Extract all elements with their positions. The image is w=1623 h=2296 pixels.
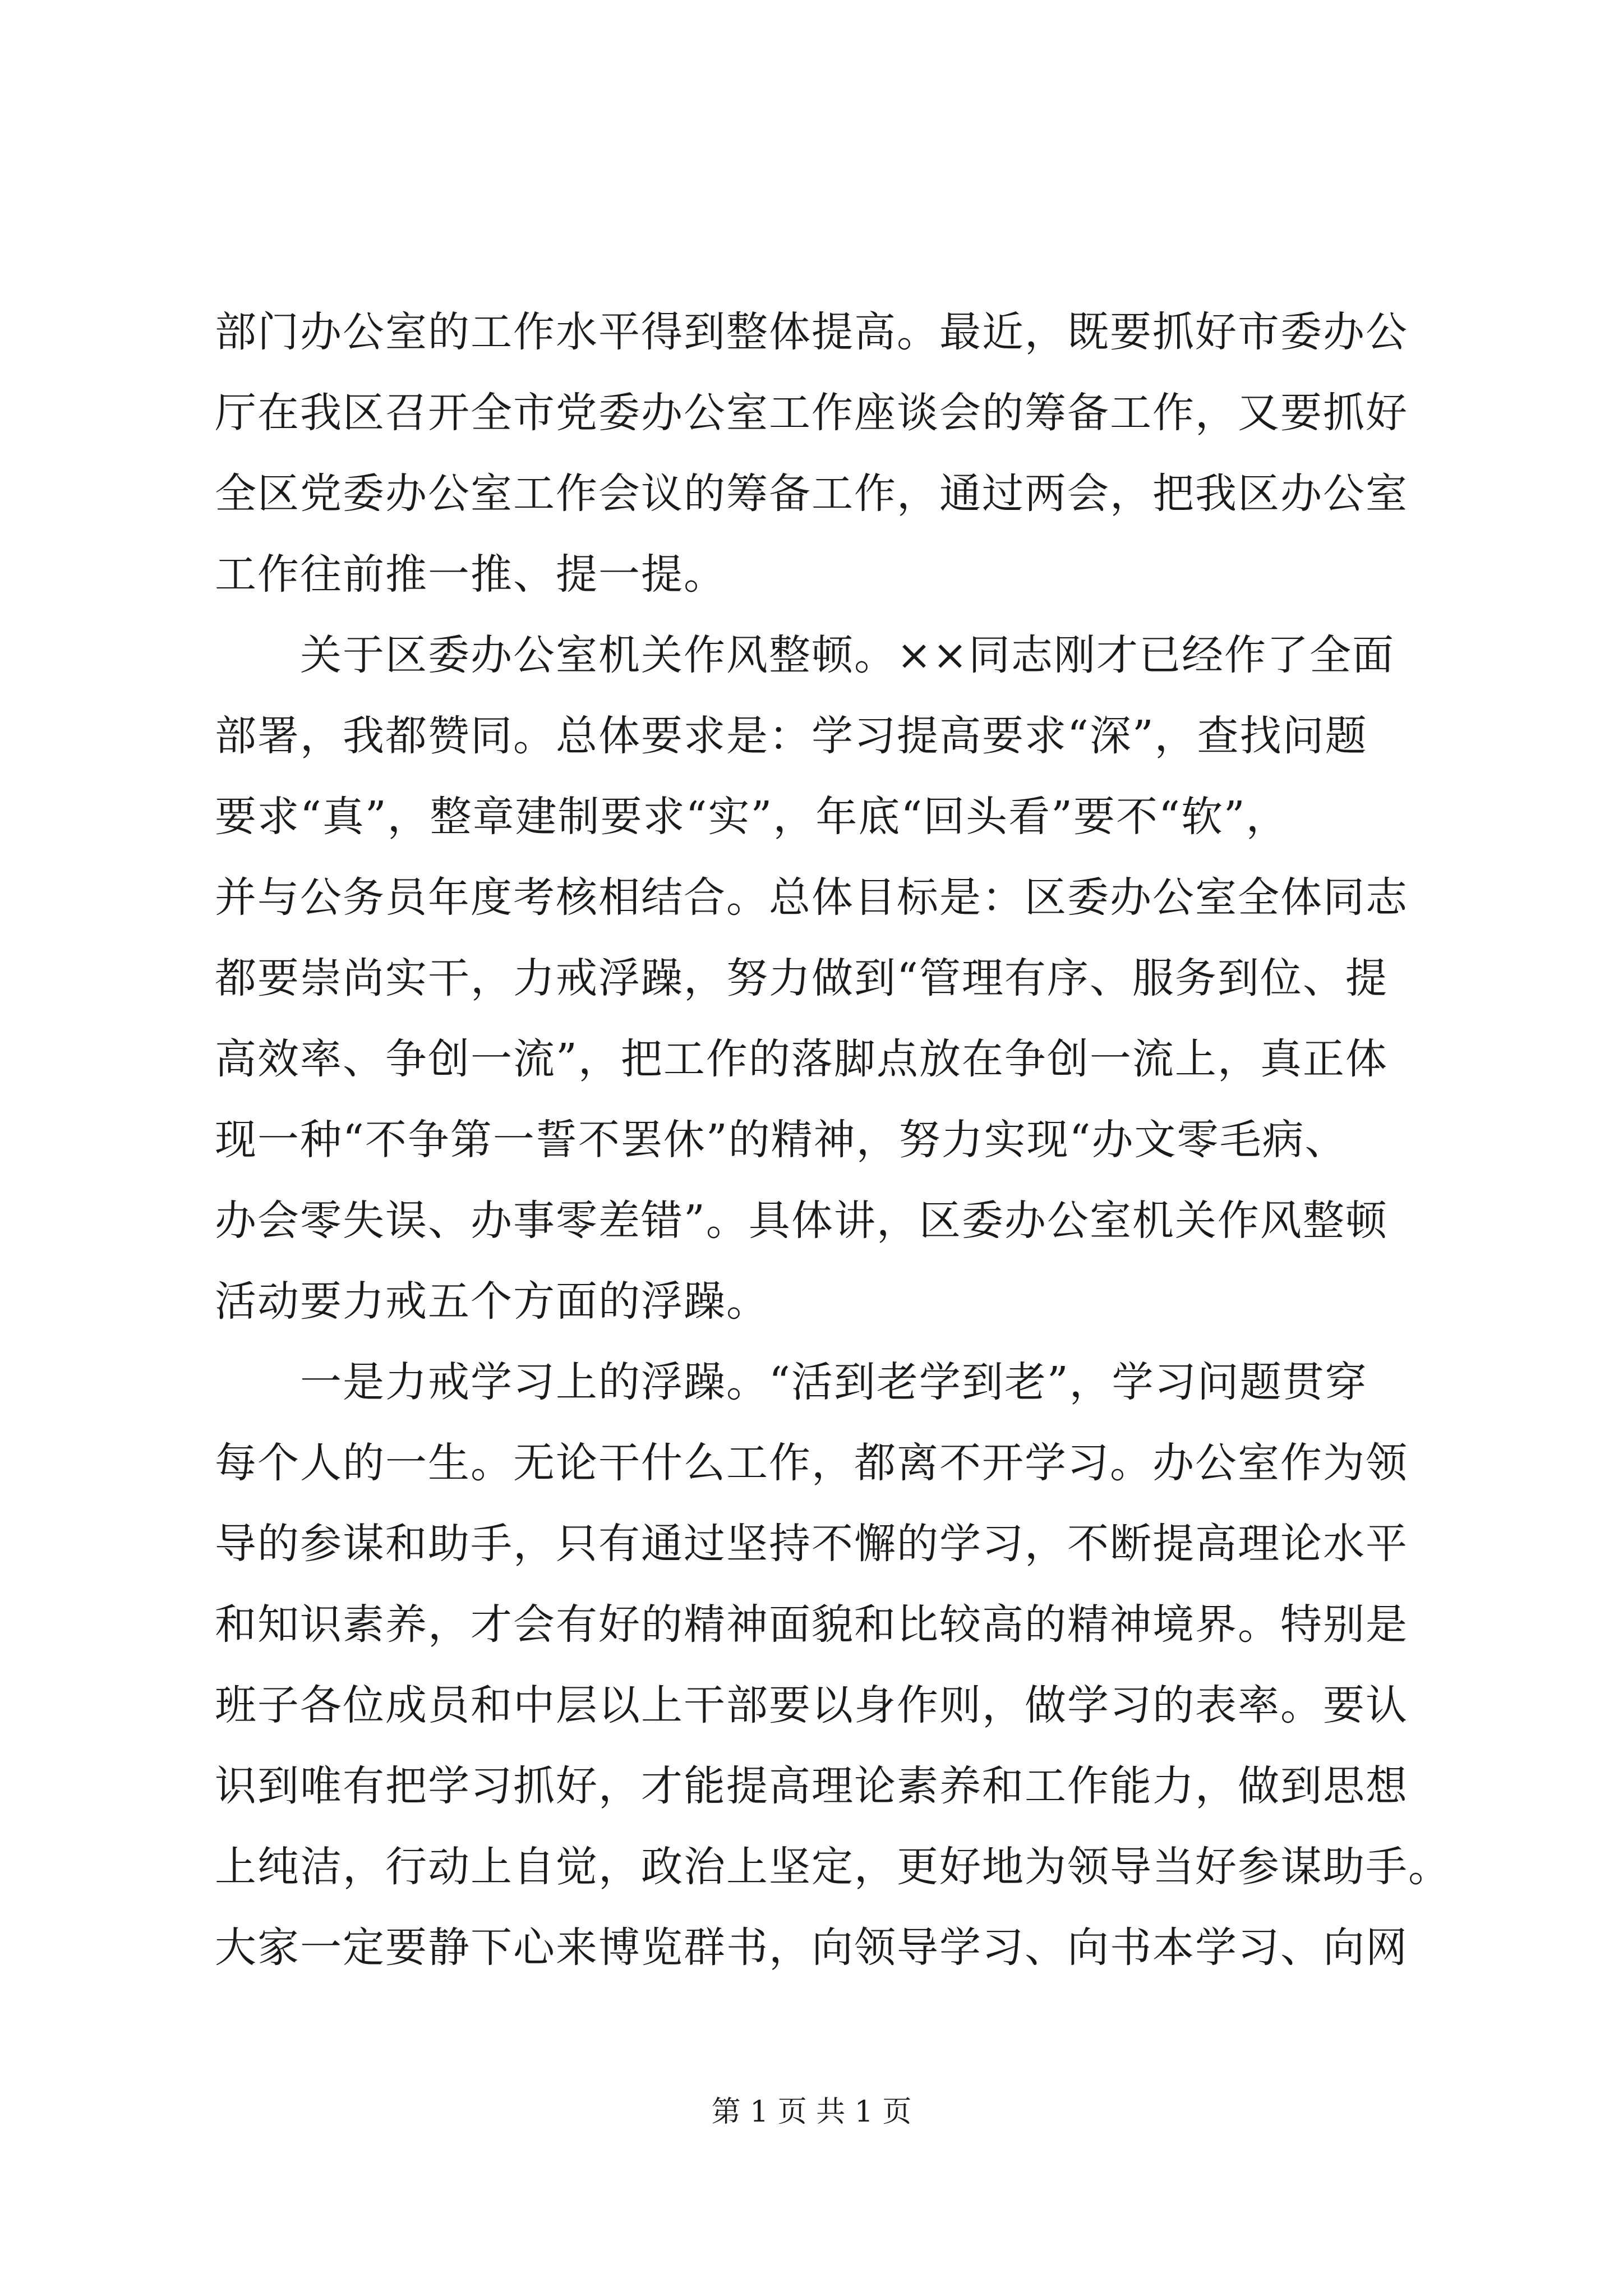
document-body [215,292,1451,1988]
text-line: 高效率、争创一流”，把工作的落脚点放在争创一流上，真正体 [215,1035,1388,1083]
text-line: 大家一定要静下心来博览群书，向领导学习、向书本学习、向网 [215,1924,1408,1972]
text-line: 关于区委办公室机关作风整顿。××同志刚才已经作了全面 [215,631,1395,679]
text-line: 班子各位成员和中层以上干部要以身作则，做学习的表率。要认 [215,1681,1408,1729]
text-line: 识到唯有把学习抓好，才能提高理论素养和工作能力，做到思想 [215,1762,1408,1810]
text-line: 每个人的一生。无论干什么工作，都离不开学习。办公室作为领 [215,1439,1408,1487]
text-line: 工作往前推一推、提一提。 [215,550,726,599]
text-line: 要求“真”，整章建制要求“实”，年底“回头看”要不“软”， [215,793,1289,841]
page-number-footer: 第 1 页 共 1 页 [711,2095,912,2129]
text-line: 部署，我都赞同。总体要求是：学习提高要求“深”，查找问题 [215,712,1368,760]
text-line: 部门办公室的工作水平得到整体提高。最近，既要抓好市委办公 [215,308,1408,356]
text-line: 上纯洁，行动上自觉，政治上坚定，更好地为领导当好参谋助手。 [215,1843,1451,1891]
text-line: 都要崇尚实干，力戒浮躁，努力做到“管理有序、服务到位、提 [215,954,1388,1002]
text-line: 导的参谋和助手，只有通过坚持不懈的学习，不断提高理论水平 [215,1520,1408,1568]
text-line: 一是力戒学习上的浮躁。“活到老学到老”，学习问题贯穿 [215,1358,1368,1406]
text-line: 办会零失误、办事零差错”。具体讲，区委办公室机关作风整顿 [215,1197,1388,1245]
text-line: 和知识素养，才会有好的精神面貌和比较高的精神境界。特别是 [215,1600,1408,1649]
text-line: 并与公务员年度考核相结合。总体目标是：区委办公室全体同志 [215,873,1408,922]
text-line: 厅在我区召开全市党委办公室工作座谈会的筹备工作，又要抓好 [215,389,1408,437]
text-line: 活动要力戒五个方面的浮躁。 [215,1277,769,1326]
text-line: 全区党委办公室工作会议的筹备工作，通过两会，把我区办公室 [215,470,1408,518]
text-line: 现一种“不争第一誓不罢休”的精神，努力实现“办文零毛病、 [215,1116,1348,1164]
